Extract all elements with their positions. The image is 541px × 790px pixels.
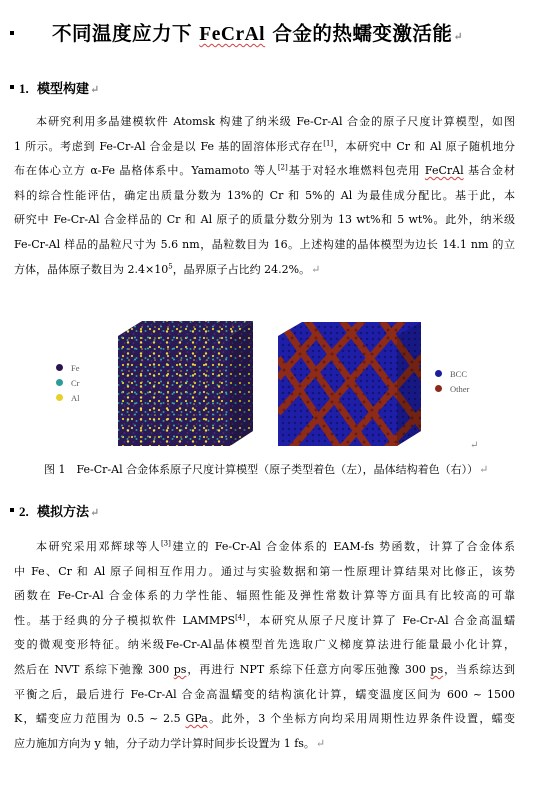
text-line: 布在体心立方 α-Fe 晶格体系中。Yamamoto 等人[2]基于对轻水堆燃料包壳用 FeCrAl 基合金材 [14,163,516,178]
section1-paragraph[interactable] [14,110,515,282]
text-line: 性。基于经典的分子模拟软件 LAMMPS[4]，本研究从原子尺度计算了 Fe-Cr-Al 合金高温蠕 [14,613,515,627]
other-color-swatch [435,385,442,392]
title-suffix: 合金的热蠕变激活能 [265,22,453,45]
legend-item: Fe [56,360,80,375]
text-line: 中 Fe、Cr 和 Al 原子间相互作用力。通过与实验数据和第一性原理计算结果对比修正，该势 [14,564,515,578]
paragraph-mark-icon: ↵ [470,440,479,451]
text-line: K，蠕变应力范围为 0.5 ~ 2.5 GPa。此外，3 个坐标方向均采用周期性边界条件设置，蠕变 [14,712,515,726]
atom-type-cube [118,321,253,446]
text-line: 然后在 NVT 系综下弛豫 300 ps，再进行 NPT 系综下任意方向零压弛豫 300 ps，当系综达到 [14,662,515,676]
figure-caption[interactable]: 图 1 Fe-Cr-Al 合金体系原子尺度计算模型（原子类型着色（左），晶体结构着色（右））↵ [44,463,489,476]
text-line: 1 所示。考虑到 Fe-Cr-Al 合金是以 Fe 基的固溶体形式存在[1]，本研究中 Cr 和 Al 原子随机地分 [14,138,515,153]
citation-ref: [4] [235,613,246,622]
text-line: 本研究采用邓辉球等人[3]建立的 Fe-Cr-Al 合金体系的 EAM-fs 势函数，计算了合金体系 [36,539,516,553]
crystal-structure-cube [278,318,430,450]
figure-1[interactable] [40,318,500,450]
text-line: 变的微观变形特征。纳米级Fe-Cr-Al晶体模型首先选取广义梯度算法进行能量最小化计算， [14,638,515,652]
text-line: 本研究利用多晶建模软件 Atomsk 构建了纳米级 Fe-Cr-Al 合金的原子尺度计算模型，如图 [36,115,515,128]
paragraph-mark-icon: ↵ [90,506,100,519]
crystal-structure-legend [435,366,469,396]
exponent: 5 [168,261,173,270]
citation-ref: [2] [277,163,288,172]
bcc-color-swatch [435,370,442,377]
section2-heading-text: 模拟方法 [37,505,90,520]
legend-item: BCC [435,366,469,381]
document-title[interactable] [52,18,532,46]
paragraph-mark-icon: ↵ [315,736,326,750]
text-line: 应力施加方向为 y 轴，分子动力学计算时间步长设置为 1 fs。↵ [14,736,326,750]
text-line: 平衡之后，最后进行 Fe-Cr-Al 合金高温蠕变的结构演化计算，蠕变温度区间为 600 ~ 1500 [14,687,515,701]
title-prefix: 不同温度应力下 [52,22,200,45]
title-alloy: FeCrAl [199,24,266,45]
text-line: 函数在 Fe-Cr-Al 合金体系的力学性能、辐照性能及弹性常数计算等方面具有比较高的可靠 [14,589,515,603]
paragraph-mark-icon: ↵ [479,463,489,476]
section2-number: 2. [19,504,29,519]
legend-item: Cr [56,375,80,390]
heading-bullet [10,85,14,89]
section2-paragraph[interactable] [14,535,515,756]
text-line: 料的综合性能评估，确定出质量分数为 13%的 Cr 和 5%的 Al 为最佳成分配比。基于此，本 [14,188,515,202]
section1-heading-text: 模型构建 [37,82,90,97]
section2-heading[interactable] [19,501,99,520]
legend-item: Al [56,390,80,405]
title-bullet [10,31,14,35]
legend-item: Other [435,381,469,396]
section1-number: 1. [19,81,29,96]
text-line: 研究中 Fe-Cr-Al 合金样品的 Cr 和 Al 原子的质量分数分别为 13 wt%和 5 wt%。此外，纳米级 [14,213,515,227]
paragraph-mark-icon: ↵ [311,262,321,276]
text-line: 方体，晶体原子数目为 2.4×10$^5$，晶界原子占比约 24.2%。↵ [14,261,321,276]
heading-bullet [10,508,14,512]
citation-ref: [3] [160,539,171,548]
alloy-name: FeCrAl [424,164,464,178]
section1-heading[interactable] [19,78,99,97]
text-line: Fe-Cr-Al 样品的晶粒尺寸为 5.6 nm，晶粒数目为 16。上述构建的晶体模型为边长 14.1 nm 的立 [14,237,515,251]
figure-graphics [40,318,500,450]
paragraph-mark-icon: ↵ [90,83,100,96]
paragraph-mark-icon: ↵ [453,30,464,43]
citation-ref: [1] [323,138,334,147]
